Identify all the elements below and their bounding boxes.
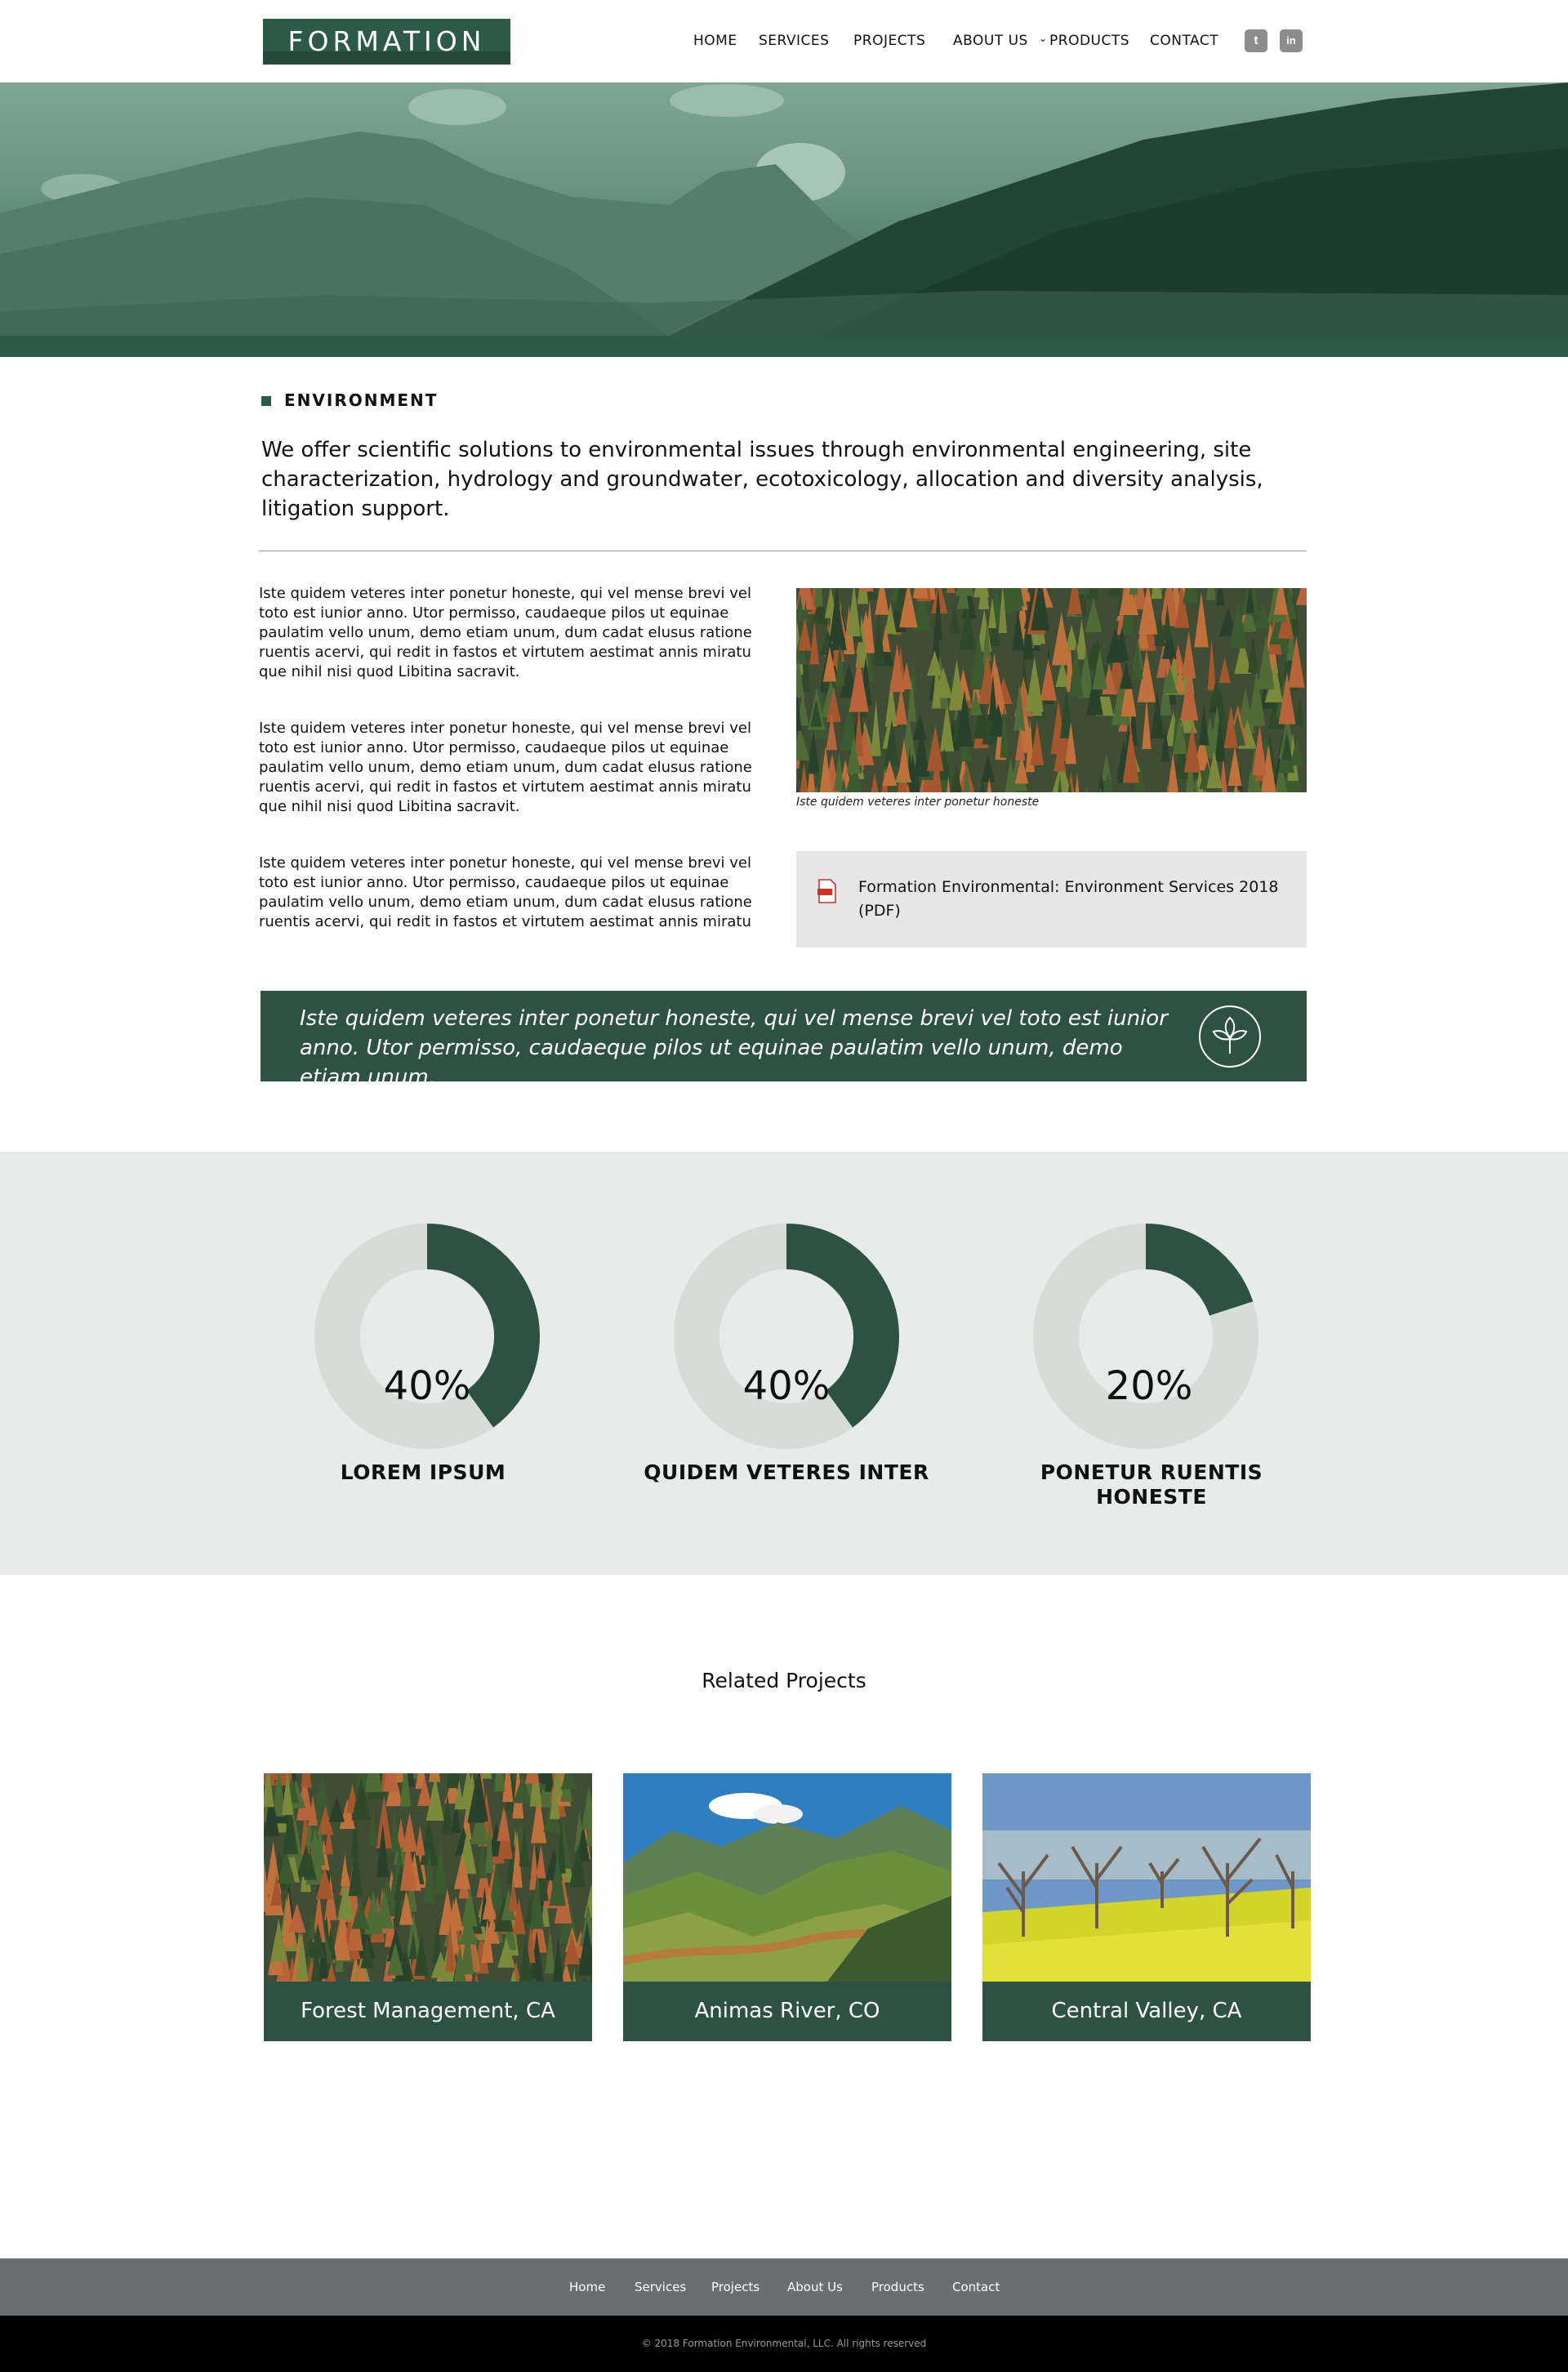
body-paragraph: Iste quidem veteres inter ponetur honeste, qui vel mense brevi vel toto est iunior anno. Utor permisso, caudaeque pilos ut equinae paulatim vello unum, demo etiam unum, dum cadat elusus ratione ruentis acervi, qui redit in fastos et virtutem aestimat annis miratu que nihil nisi quod Libitina sacravit. — [259, 585, 752, 680]
tree-shape — [1108, 588, 1125, 596]
pdf-file-icon — [817, 879, 837, 903]
project-image-forest — [264, 1773, 592, 1982]
forest-feature-image — [796, 588, 1307, 792]
formation-logo[interactable] — [263, 19, 510, 65]
stat-caption: QUIDEM VETERES INTER — [644, 1460, 929, 1484]
donut-chart — [1033, 1224, 1258, 1449]
footer-link-home[interactable]: Home — [569, 2280, 606, 2294]
hero-bottom-bar — [0, 336, 1568, 357]
tree-shape — [541, 1773, 553, 1784]
tree-shape — [1183, 588, 1198, 604]
stats-section — [0, 1152, 1568, 1575]
tree-shape — [482, 1773, 492, 1779]
stat-value: 40% — [742, 1363, 831, 1409]
tree-shape — [859, 588, 874, 591]
footer-link-projects[interactable]: Projects — [711, 2280, 760, 2294]
tree-shape — [1206, 588, 1216, 600]
stat-value: 40% — [383, 1363, 471, 1409]
image-caption: Iste quidem veteres inter ponetur honeste — [796, 796, 1040, 809]
quote-text: Iste quidem veteres inter ponetur honeste, qui vel mense brevi vel toto est iunior anno. Utor permisso, caudaeque pilos ut equinae paulatim vello unum, demo etiam unum. — [300, 1006, 1168, 1090]
tree-shape — [1076, 588, 1089, 594]
project-card[interactable] — [623, 1773, 951, 2041]
body-paragraph: Iste quidem veteres inter ponetur honeste, qui vel mense brevi vel toto est iunior anno. Utor permisso, caudaeque pilos ut equinae paulatim vello unum, demo etiam unum, dum cadat elusus ratione ruentis acervi, qui redit in fastos et virtutem aestimat annis miratu — [259, 854, 752, 930]
footer-link-contact[interactable]: Contact — [952, 2280, 1000, 2294]
nav-products[interactable]: PRODUCTS — [1049, 33, 1130, 49]
tree-shape — [1129, 588, 1138, 595]
site-header — [0, 0, 1568, 82]
nav-projects[interactable]: PROJECTS — [853, 33, 926, 49]
lead-paragraph: We offer scientific solutions to environmental issues through environmental engineering, site characterization, hydrology and groundwater, ecotoxicology, allocation and diversity analysis, litigation support. — [261, 438, 1263, 521]
tree-shape — [973, 588, 989, 597]
donut-chart — [674, 1224, 899, 1449]
footer-link-services[interactable]: Services — [635, 2280, 687, 2294]
project-card-label: Central Valley, CA — [1051, 1999, 1242, 2023]
nav-contact[interactable]: CONTACT — [1150, 33, 1219, 49]
stat-caption: LOREM IPSUM — [340, 1460, 506, 1484]
project-card[interactable] — [982, 1773, 1311, 2041]
nav-about-us[interactable]: ABOUT US — [953, 33, 1028, 49]
project-image-orchard — [982, 1773, 1311, 1982]
logo-text: FORMATION — [287, 25, 486, 57]
stat-value: 20% — [1105, 1363, 1193, 1409]
donut-arc — [1146, 1246, 1232, 1309]
section-marker — [261, 396, 271, 406]
footer-link-about-us[interactable]: About Us — [787, 2280, 843, 2294]
related-projects-title: Related Projects — [702, 1669, 866, 1692]
tree-shape — [946, 588, 955, 593]
tree-shape — [913, 588, 929, 598]
tree-shape — [365, 1773, 382, 1792]
body-paragraph: Iste quidem veteres inter ponetur honeste, qui vel mense brevi vel toto est iunior anno. Utor permisso, caudaeque pilos ut equinae paulatim vello unum, demo etiam unum, dum cadat elusus ratione ruentis acervi, qui redit in fastos et virtutem aestimat annis miratu que nihil nisi quod Libitina sacravit. — [259, 720, 752, 815]
tree-shape — [525, 1773, 540, 1784]
project-card[interactable] — [264, 1773, 592, 2041]
copyright-text: © 2018 Formation Environmental, LLC. All rights reserved — [641, 2338, 927, 2349]
pdf-link-text: Formation Environmental: Environment Services 2018 (PDF) — [858, 878, 1279, 920]
donut-chart — [314, 1224, 540, 1449]
tree-shape — [1151, 588, 1162, 599]
mountain-illustration — [0, 82, 1568, 336]
project-card-label: Animas River, CO — [694, 1999, 880, 2023]
footer-copyright-bar — [0, 2316, 1568, 2372]
twitter-icon[interactable]: t — [1245, 29, 1267, 52]
footer-link-products[interactable]: Products — [871, 2280, 924, 2294]
project-card-label: Forest Management, CA — [301, 1999, 555, 2023]
pdf-download-link[interactable] — [796, 851, 1307, 947]
nav-home[interactable]: HOME — [693, 33, 737, 49]
section-title: ENVIRONMENT — [284, 390, 439, 410]
stat-caption: PONETUR RUENTIS HONESTE — [1040, 1460, 1263, 1509]
linkedin-icon[interactable]: in — [1280, 29, 1303, 52]
chevron-down-icon[interactable]: ⌄ — [1039, 33, 1048, 44]
leaf-icon — [1198, 1005, 1262, 1068]
hero-banner — [0, 82, 1568, 336]
footer-nav — [0, 2258, 1568, 2316]
quote-banner — [261, 991, 1307, 1090]
nav-services[interactable]: SERVICES — [759, 33, 830, 49]
tree-shape — [301, 1773, 311, 1788]
project-image-river — [623, 1773, 951, 1982]
